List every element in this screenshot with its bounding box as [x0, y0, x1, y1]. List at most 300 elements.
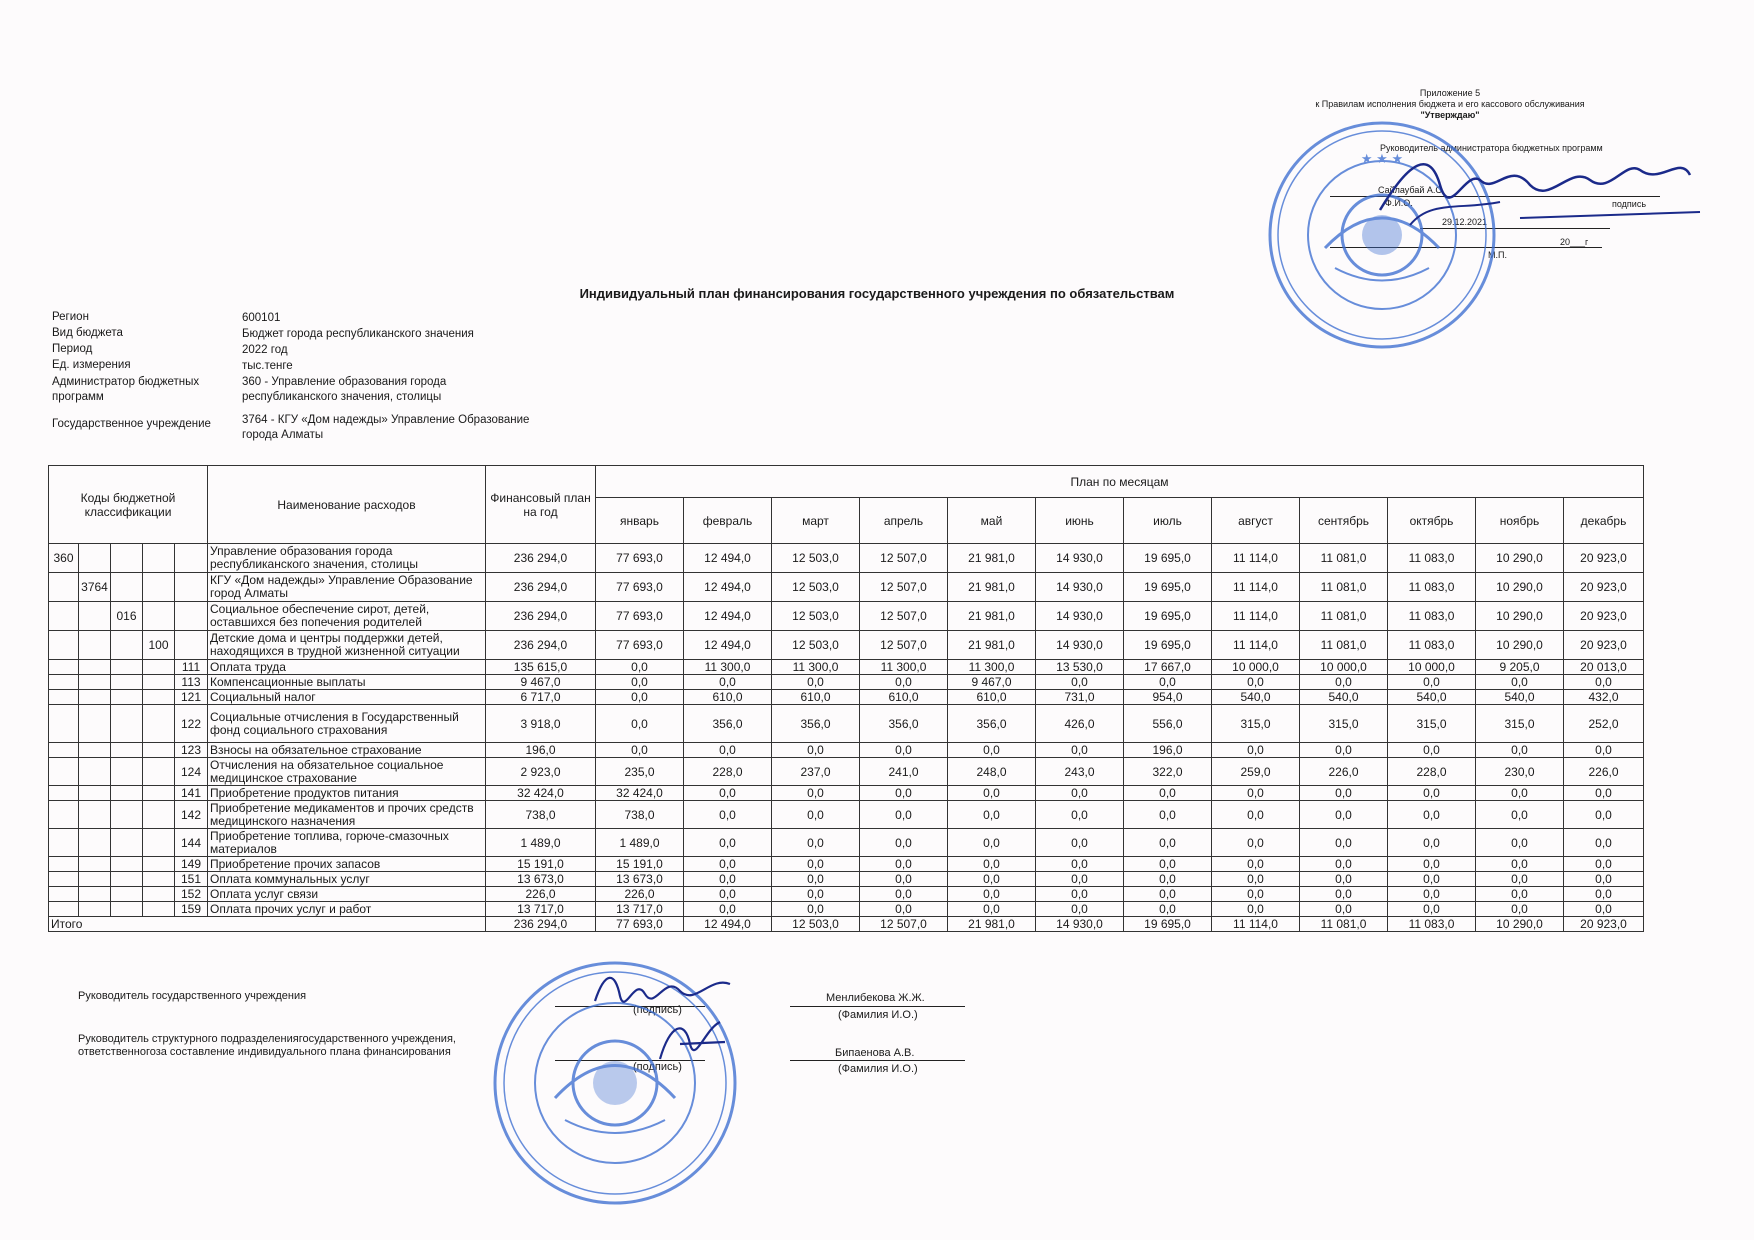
month-value: 11 081,0 [1300, 631, 1388, 660]
code-cell [49, 758, 79, 786]
header-month: февраль [684, 498, 772, 544]
month-value: 0,0 [1212, 902, 1300, 917]
meta-value: 2022 год [242, 344, 288, 356]
month-value: 0,0 [860, 786, 948, 801]
table-row [49, 872, 1644, 887]
appendix-label: Приложение 5 [1419, 88, 1481, 98]
code-cell [111, 758, 143, 786]
code-cell [79, 602, 111, 631]
annual-plan-value: 3 918,0 [486, 705, 596, 743]
code-cell [49, 786, 79, 801]
month-value: 10 290,0 [1476, 573, 1564, 602]
month-value: 315,0 [1388, 705, 1476, 743]
total-annual-value: 236 294,0 [486, 917, 596, 932]
table-body [49, 544, 1644, 932]
month-value: 0,0 [860, 857, 948, 872]
code-cell [175, 602, 208, 631]
month-value: 12 507,0 [860, 573, 948, 602]
expense-name: Оплата услуг связи [208, 887, 486, 902]
total-month-value: 11 081,0 [1300, 917, 1388, 932]
table-row [49, 786, 1644, 801]
month-value: 11 114,0 [1212, 573, 1300, 602]
total-month-value: 10 290,0 [1476, 917, 1564, 932]
month-value: 0,0 [1124, 902, 1212, 917]
month-value: 235,0 [596, 758, 684, 786]
month-value: 0,0 [772, 829, 860, 857]
code-cell [143, 829, 175, 857]
month-value: 0,0 [1212, 887, 1300, 902]
code-cell [49, 801, 79, 829]
code-cell: 100 [143, 631, 175, 660]
month-value: 610,0 [948, 690, 1036, 705]
head-name: Менлибекова Ж.Ж. [826, 992, 925, 1004]
code-cell: 141 [175, 786, 208, 801]
meta-label: Ед. измерения [52, 359, 131, 371]
month-value: 20 923,0 [1564, 573, 1644, 602]
month-value: 0,0 [772, 902, 860, 917]
expense-name: Социальный налог [208, 690, 486, 705]
month-value: 0,0 [1476, 829, 1564, 857]
month-value: 11 083,0 [1388, 573, 1476, 602]
annual-plan-value: 236 294,0 [486, 602, 596, 631]
month-value: 0,0 [596, 705, 684, 743]
month-value: 228,0 [684, 758, 772, 786]
month-value: 0,0 [1388, 887, 1476, 902]
code-cell [79, 902, 111, 917]
table-row [49, 829, 1644, 857]
code-cell [143, 872, 175, 887]
month-value: 259,0 [1212, 758, 1300, 786]
month-value: 12 494,0 [684, 602, 772, 631]
month-value: 0,0 [1476, 743, 1564, 758]
code-cell [111, 872, 143, 887]
month-value: 0,0 [1300, 786, 1388, 801]
month-value: 32 424,0 [596, 786, 684, 801]
month-value: 0,0 [948, 801, 1036, 829]
code-cell [143, 743, 175, 758]
code-cell [111, 887, 143, 902]
code-cell [79, 743, 111, 758]
month-value: 241,0 [860, 758, 948, 786]
month-value: 1 489,0 [596, 829, 684, 857]
meta-label: Администратор бюджетных программ [52, 376, 200, 403]
header-month: июль [1124, 498, 1212, 544]
total-month-value: 11 083,0 [1388, 917, 1476, 932]
code-cell [111, 675, 143, 690]
expense-name: Компенсационные выплаты [208, 675, 486, 690]
month-value: 0,0 [1124, 857, 1212, 872]
meta-value: 360 - Управление образования города республиканского значения, столицы [242, 376, 447, 403]
month-value: 0,0 [1564, 872, 1644, 887]
month-value: 243,0 [1036, 758, 1124, 786]
total-row [49, 917, 1644, 932]
approval-signature-label: подпись [1612, 199, 1647, 209]
code-cell [111, 786, 143, 801]
month-value: 0,0 [1124, 675, 1212, 690]
month-value: 738,0 [596, 801, 684, 829]
code-cell [79, 705, 111, 743]
code-cell: 142 [175, 801, 208, 829]
month-value: 0,0 [948, 786, 1036, 801]
expense-name: Оплата труда [208, 660, 486, 675]
code-cell: 144 [175, 829, 208, 857]
code-cell [49, 887, 79, 902]
rules-label: к Правилам исполнения бюджета и его кассового обслуживания [1315, 99, 1585, 109]
month-value: 11 114,0 [1212, 631, 1300, 660]
annual-plan-value: 738,0 [486, 801, 596, 829]
head-sign-label: (подпись) [633, 1004, 682, 1016]
month-value: 0,0 [948, 829, 1036, 857]
code-cell: 121 [175, 690, 208, 705]
header-month: май [948, 498, 1036, 544]
total-month-value: 14 930,0 [1036, 917, 1124, 932]
approval-name: Сайлаубай А.С. [1378, 185, 1445, 195]
month-value: 0,0 [772, 872, 860, 887]
month-value: 0,0 [1300, 887, 1388, 902]
expense-name: Социальное обеспечение сирот, детей, оставшихся без попечения родителей [208, 602, 486, 631]
month-value: 10 000,0 [1300, 660, 1388, 675]
month-value: 0,0 [772, 675, 860, 690]
month-value: 248,0 [948, 758, 1036, 786]
header-month: август [1212, 498, 1300, 544]
month-value: 0,0 [1564, 857, 1644, 872]
month-value: 0,0 [772, 887, 860, 902]
month-value: 12 494,0 [684, 573, 772, 602]
month-value: 0,0 [1036, 887, 1124, 902]
month-value: 20 923,0 [1564, 544, 1644, 573]
month-value: 0,0 [596, 675, 684, 690]
code-cell [111, 544, 143, 573]
month-value: 10 000,0 [1388, 660, 1476, 675]
month-value: 11 083,0 [1388, 544, 1476, 573]
header-name: Наименование расходов [208, 466, 486, 544]
month-value: 0,0 [1476, 801, 1564, 829]
total-month-value: 19 695,0 [1124, 917, 1212, 932]
code-cell [143, 705, 175, 743]
code-cell: 113 [175, 675, 208, 690]
total-month-value: 21 981,0 [948, 917, 1036, 932]
expense-name: Оплата прочих услуг и работ [208, 902, 486, 917]
header-month: декабрь [1564, 498, 1644, 544]
code-cell [143, 887, 175, 902]
month-value: 0,0 [860, 872, 948, 887]
month-value: 0,0 [684, 887, 772, 902]
month-value: 11 114,0 [1212, 544, 1300, 573]
header-month: март [772, 498, 860, 544]
code-cell [49, 705, 79, 743]
table-row [49, 675, 1644, 690]
code-cell: 123 [175, 743, 208, 758]
expense-name: Детские дома и центры поддержки детей, находящихся в трудной жизненной ситуации [208, 631, 486, 660]
code-cell [111, 829, 143, 857]
month-value: 20 013,0 [1564, 660, 1644, 675]
month-value: 315,0 [1476, 705, 1564, 743]
code-cell [143, 675, 175, 690]
head-label: Руководитель государственного учреждения [78, 990, 307, 1002]
header-month: ноябрь [1476, 498, 1564, 544]
month-value: 556,0 [1124, 705, 1212, 743]
month-value: 356,0 [684, 705, 772, 743]
month-value: 13 717,0 [596, 902, 684, 917]
month-value: 540,0 [1388, 690, 1476, 705]
code-cell [79, 544, 111, 573]
financing-plan-table [48, 465, 1644, 932]
meta-value: 600101 [242, 312, 281, 324]
code-cell [49, 573, 79, 602]
month-value: 11 083,0 [1388, 631, 1476, 660]
meta-value: 3764 - КГУ «Дом надежды» Управление Образование города Алматы [242, 414, 530, 441]
month-value: 20 923,0 [1564, 602, 1644, 631]
month-value: 21 981,0 [948, 631, 1036, 660]
expense-name: КГУ «Дом надежды» Управление Образование город Алматы [208, 573, 486, 602]
month-value: 10 290,0 [1476, 631, 1564, 660]
month-value: 17 667,0 [1124, 660, 1212, 675]
unit-head-signature-scribble [650, 1014, 730, 1069]
code-cell [49, 602, 79, 631]
annual-plan-value: 13 717,0 [486, 902, 596, 917]
month-value: 77 693,0 [596, 573, 684, 602]
month-value: 21 981,0 [948, 573, 1036, 602]
month-value: 356,0 [860, 705, 948, 743]
total-month-value: 12 503,0 [772, 917, 860, 932]
month-value: 610,0 [684, 690, 772, 705]
code-cell [49, 872, 79, 887]
month-value: 0,0 [772, 786, 860, 801]
code-cell [79, 801, 111, 829]
expense-name: Приобретение прочих запасов [208, 857, 486, 872]
month-value: 11 300,0 [948, 660, 1036, 675]
annual-plan-value: 9 467,0 [486, 675, 596, 690]
month-value: 0,0 [1564, 887, 1644, 902]
month-value: 0,0 [1124, 872, 1212, 887]
approval-head-title: Руководитель администратора бюджетных программ [1380, 143, 1603, 153]
month-value: 610,0 [860, 690, 948, 705]
month-value: 0,0 [1300, 829, 1388, 857]
meta-value: тыс.тенге [242, 360, 293, 372]
code-cell: 124 [175, 758, 208, 786]
month-value: 0,0 [596, 690, 684, 705]
table-row [49, 743, 1644, 758]
month-value: 0,0 [1036, 743, 1124, 758]
expense-name: Взносы на обязательное страхование [208, 743, 486, 758]
month-value: 0,0 [772, 857, 860, 872]
month-value: 0,0 [1388, 902, 1476, 917]
approval-block [1230, 88, 1670, 121]
month-value: 0,0 [1564, 829, 1644, 857]
code-cell: 360 [49, 544, 79, 573]
header-month: апрель [860, 498, 948, 544]
month-value: 0,0 [596, 660, 684, 675]
month-value: 0,0 [1212, 829, 1300, 857]
month-value: 237,0 [772, 758, 860, 786]
code-cell: 149 [175, 857, 208, 872]
annual-plan-value: 6 717,0 [486, 690, 596, 705]
month-value: 0,0 [1388, 675, 1476, 690]
month-value: 356,0 [772, 705, 860, 743]
code-cell [143, 857, 175, 872]
month-value: 0,0 [1036, 857, 1124, 872]
header-months-group: План по месяцам [596, 466, 1644, 498]
month-value: 10 000,0 [1212, 660, 1300, 675]
month-value: 0,0 [860, 902, 948, 917]
code-cell [49, 902, 79, 917]
code-cell [111, 801, 143, 829]
month-value: 11 081,0 [1300, 544, 1388, 573]
approval-date: 29.12.2021 [1442, 217, 1488, 227]
month-value: 610,0 [772, 690, 860, 705]
month-value: 19 695,0 [1124, 573, 1212, 602]
month-value: 0,0 [1036, 829, 1124, 857]
code-cell [143, 544, 175, 573]
month-value: 0,0 [1388, 743, 1476, 758]
month-value: 11 081,0 [1300, 602, 1388, 631]
table-row [49, 573, 1644, 602]
month-value: 19 695,0 [1124, 631, 1212, 660]
month-value: 0,0 [1564, 675, 1644, 690]
header-month: июнь [1036, 498, 1124, 544]
month-value: 0,0 [1388, 857, 1476, 872]
document-title: Индивидуальный план финансирования государственного учреждения по обязательствам [579, 286, 1175, 301]
month-value: 13 673,0 [596, 872, 684, 887]
month-value: 0,0 [1476, 857, 1564, 872]
month-value: 540,0 [1300, 690, 1388, 705]
month-value: 77 693,0 [596, 602, 684, 631]
approval-year-blank: 20___г [1560, 237, 1589, 247]
meta-label: Вид бюджета [52, 327, 123, 339]
code-cell [143, 602, 175, 631]
month-value: 252,0 [1564, 705, 1644, 743]
month-value: 12 507,0 [860, 544, 948, 573]
month-value: 540,0 [1212, 690, 1300, 705]
month-value: 0,0 [860, 829, 948, 857]
head-fio-label: (Фамилия И.О.) [838, 1009, 918, 1021]
month-value: 0,0 [1388, 872, 1476, 887]
unit-head-label-2: ответственногоза составление индивидуального плана финансирования [78, 1046, 451, 1058]
code-cell [49, 857, 79, 872]
month-value: 0,0 [948, 743, 1036, 758]
code-cell [49, 829, 79, 857]
month-value: 14 930,0 [1036, 602, 1124, 631]
unit-head-sign-label: (подпись) [633, 1061, 682, 1073]
month-value: 0,0 [1124, 887, 1212, 902]
code-cell [175, 631, 208, 660]
code-cell [49, 690, 79, 705]
code-cell [111, 631, 143, 660]
table-row [49, 705, 1644, 743]
month-value: 0,0 [596, 743, 684, 758]
month-value: 10 290,0 [1476, 544, 1564, 573]
month-value: 0,0 [1036, 786, 1124, 801]
month-value: 0,0 [1212, 675, 1300, 690]
month-value: 0,0 [1476, 786, 1564, 801]
month-value: 11 083,0 [1388, 602, 1476, 631]
expense-name: Приобретение продуктов питания [208, 786, 486, 801]
code-cell [79, 872, 111, 887]
month-value: 0,0 [1564, 743, 1644, 758]
month-value: 0,0 [1564, 902, 1644, 917]
head-signature-scribble [590, 966, 740, 1016]
month-value: 77 693,0 [596, 544, 684, 573]
month-value: 12 503,0 [772, 544, 860, 573]
month-value: 11 300,0 [860, 660, 948, 675]
expense-name: Оплата коммунальных услуг [208, 872, 486, 887]
month-value: 226,0 [596, 887, 684, 902]
code-cell [111, 857, 143, 872]
annual-plan-value: 1 489,0 [486, 829, 596, 857]
month-value: 0,0 [1212, 857, 1300, 872]
code-cell [79, 758, 111, 786]
code-cell [49, 675, 79, 690]
expense-name: Приобретение топлива, горюче-смазочных материалов [208, 829, 486, 857]
annual-plan-value: 32 424,0 [486, 786, 596, 801]
code-cell [79, 786, 111, 801]
month-value: 20 923,0 [1564, 631, 1644, 660]
expense-name: Управление образования города республиканского значения, столицы [208, 544, 486, 573]
month-value: 0,0 [684, 675, 772, 690]
unit-head-name-line [790, 1060, 965, 1061]
month-value: 19 695,0 [1124, 602, 1212, 631]
month-value: 0,0 [1212, 801, 1300, 829]
month-value: 954,0 [1124, 690, 1212, 705]
annual-plan-value: 2 923,0 [486, 758, 596, 786]
month-value: 12 507,0 [860, 602, 948, 631]
month-value: 14 930,0 [1036, 631, 1124, 660]
month-value: 0,0 [1476, 887, 1564, 902]
approved-label: "Утверждаю" [1420, 110, 1480, 120]
svg-text:★ ★ ★: ★ ★ ★ [1360, 151, 1404, 166]
month-value: 228,0 [1388, 758, 1476, 786]
code-cell: 111 [175, 660, 208, 675]
month-value: 0,0 [772, 743, 860, 758]
table-row [49, 887, 1644, 902]
month-value: 9 467,0 [948, 675, 1036, 690]
month-value: 14 930,0 [1036, 544, 1124, 573]
table-row [49, 902, 1644, 917]
code-cell [49, 631, 79, 660]
month-value: 0,0 [860, 887, 948, 902]
month-value: 13 530,0 [1036, 660, 1124, 675]
code-cell [111, 573, 143, 602]
month-value: 0,0 [1300, 801, 1388, 829]
annual-plan-value: 236 294,0 [486, 544, 596, 573]
month-value: 0,0 [948, 902, 1036, 917]
header-month: январь [596, 498, 684, 544]
code-cell [111, 902, 143, 917]
code-cell: 122 [175, 705, 208, 743]
annual-plan-value: 135 615,0 [486, 660, 596, 675]
code-cell: 151 [175, 872, 208, 887]
month-value: 432,0 [1564, 690, 1644, 705]
total-month-value: 77 693,0 [596, 917, 684, 932]
code-cell [79, 660, 111, 675]
month-value: 0,0 [1036, 902, 1124, 917]
code-cell [143, 786, 175, 801]
month-value: 0,0 [1564, 801, 1644, 829]
code-cell [111, 660, 143, 675]
month-value: 356,0 [948, 705, 1036, 743]
month-value: 315,0 [1300, 705, 1388, 743]
month-value: 11 081,0 [1300, 573, 1388, 602]
code-cell [49, 660, 79, 675]
total-label: Итого [49, 917, 486, 932]
expense-name: Приобретение медикаментов и прочих средств медицинского назначения [208, 801, 486, 829]
month-value: 0,0 [1300, 902, 1388, 917]
month-value: 0,0 [684, 872, 772, 887]
month-value: 19 695,0 [1124, 544, 1212, 573]
annual-plan-value: 196,0 [486, 743, 596, 758]
code-cell [79, 857, 111, 872]
month-value: 0,0 [1124, 786, 1212, 801]
